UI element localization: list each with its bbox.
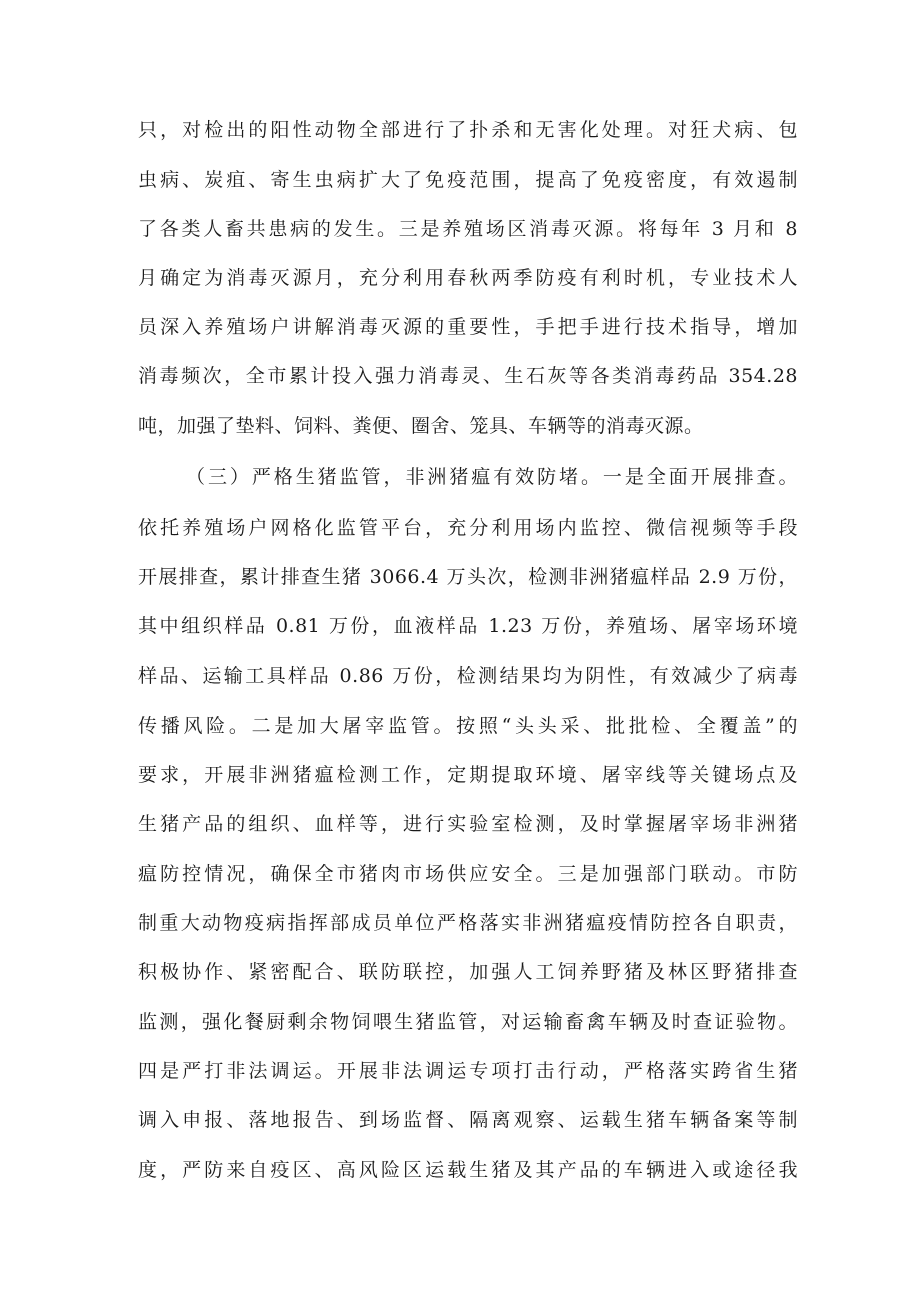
paragraph-line: 员深入养殖场户讲解消毒灭源的重要性，手把手进行技术指导，增加 bbox=[138, 316, 798, 338]
paragraph-line: 要求，开展非洲猪瘟检测工作，定期提取环境、屠宰线等关键场点及 bbox=[138, 764, 798, 786]
paragraph-line: 开展排查，累计排查生猪 3066.4 万头次，检测非洲猪瘟样品 2.9 万份， bbox=[138, 566, 798, 588]
paragraph-line: 依托养殖场户网格化监管平台，充分利用场内监控、微信视频等手段 bbox=[138, 517, 798, 539]
paragraph-line: 了各类人畜共患病的发生。三是养殖场区消毒灭源。将每年 3 月和 8 bbox=[138, 218, 798, 240]
paragraph-line: 度，严防来自疫区、高风险区运载生猪及其产品的车辆进入或途径我 bbox=[138, 1159, 798, 1181]
paragraph-line: 积极协作、紧密配合、联防联控，加强人工饲养野猪及林区野猪排查 bbox=[138, 961, 798, 983]
paragraph-line: 样品、运输工具样品 0.86 万份，检测结果均为阴性，有效减少了病毒 bbox=[138, 665, 798, 687]
paragraph-line: 虫病、炭疽、寄生虫病扩大了免疫范围，提高了免疫密度，有效遏制 bbox=[138, 169, 798, 191]
paragraph-line: 四是严打非法调运。开展非法调运专项打击行动，严格落实跨省生猪 bbox=[138, 1060, 798, 1082]
paragraph-line: 其中组织样品 0.81 万份，血液样品 1.23 万份，养殖场、屠宰场环境 bbox=[138, 615, 798, 637]
paragraph-line: 消毒频次，全市累计投入强力消毒灵、生石灰等各类消毒药品 354.28 bbox=[138, 365, 798, 387]
paragraph-line: 调入申报、落地报告、到场监督、隔离观察、运载生猪车辆备案等制 bbox=[138, 1109, 798, 1131]
paragraph-line: 吨，加强了垫料、饲料、粪便、圈舍、笼具、车辆等的消毒灭源。 bbox=[138, 415, 704, 437]
paragraph-line: 传播风险。二是加大屠宰监管。按照“头头采、批批检、全覆盖”的 bbox=[138, 715, 798, 737]
paragraph-line: 制重大动物疫病指挥部成员单位严格落实非洲猪瘟疫情防控各自职责， bbox=[138, 912, 798, 934]
paragraph-line: 月确定为消毒灭源月，充分利用春秋两季防疫有利时机，专业技术人 bbox=[138, 267, 798, 289]
paragraph-line: 生猪产品的组织、血样等，进行实验室检测，及时掌握屠宰场非洲猪 bbox=[138, 813, 798, 835]
section-heading-line: （三）严格生猪监管，非洲猪瘟有效防堵。一是全面开展排查。 bbox=[186, 466, 798, 488]
paragraph-line: 监测，强化餐厨剩余物饲喂生猪监管，对运输畜禽车辆及时查证验物。 bbox=[138, 1011, 798, 1033]
paragraph-line: 瘟防控情况，确保全市猪肉市场供应安全。三是加强部门联动。市防 bbox=[138, 863, 798, 885]
paragraph-line: 只，对检出的阳性动物全部进行了扑杀和无害化处理。对狂犬病、包 bbox=[138, 119, 798, 141]
